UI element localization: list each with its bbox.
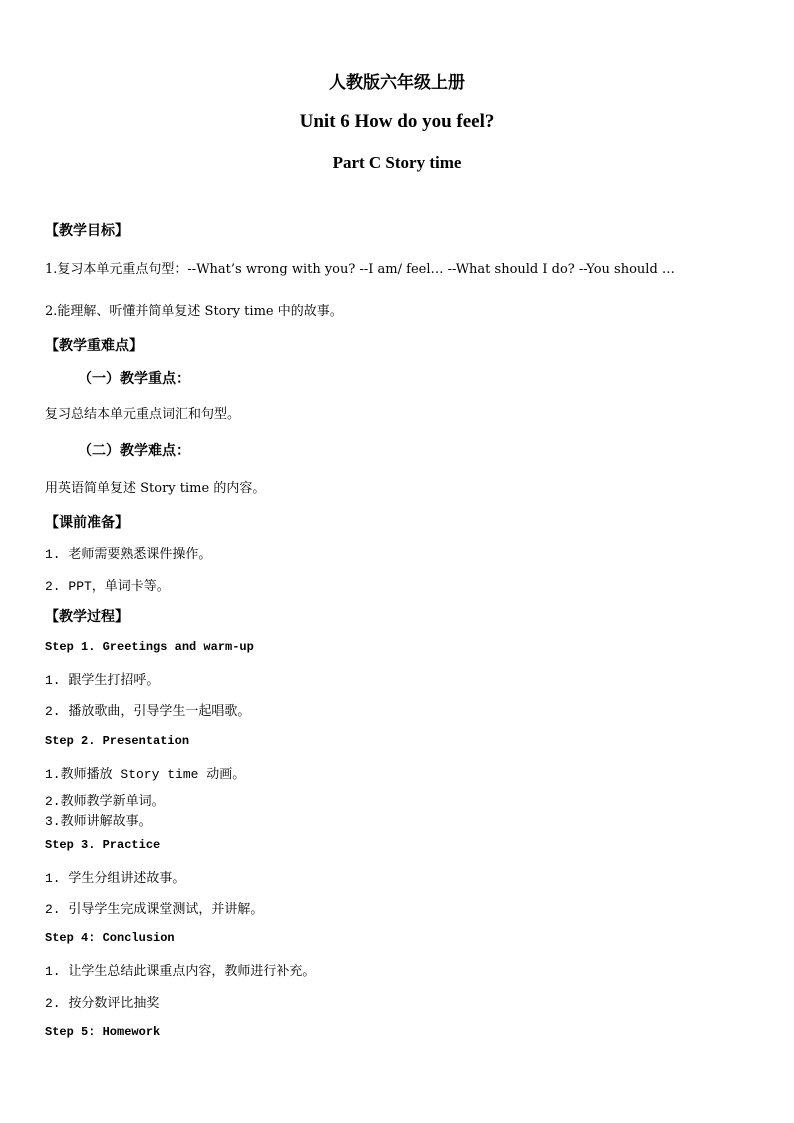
step-2-item-1: 1.教师播放 Story time 动画。 [45, 767, 246, 782]
step-2-item-3: 3.教师讲解故事。 [45, 814, 152, 829]
step-1-title: Step 1. Greetings and warm-up [45, 640, 254, 654]
preparation-heading: 【课前准备】 [45, 515, 129, 531]
difficulty-subheading: （二）教学难点： [78, 443, 190, 459]
step-4-item-2: 2. 按分数评比抽奖 [45, 996, 160, 1011]
objectives-heading: 【教学目标】 [45, 223, 129, 239]
step-2-title: Step 2. Presentation [45, 734, 190, 748]
key-point-text: 复习总结本单元重点词汇和句型。 [45, 407, 241, 422]
preparation-item-2: 2. PPT，单词卡等。 [45, 579, 170, 594]
step-3-item-2: 2. 引导学生完成课堂测试，并讲解。 [45, 902, 264, 917]
part-title: Part C Story time [332, 153, 462, 172]
difficulty-text: 用英语简单复述 Story time 的内容。 [45, 481, 266, 496]
key-point-subheading: （一）教学重点： [78, 371, 190, 387]
step-4-item-1: 1. 让学生总结此课重点内容，教师进行补充。 [45, 964, 316, 979]
step-4-title: Step 4: Conclusion [45, 931, 175, 945]
unit-title: Unit 6 How do you feel? [299, 111, 495, 132]
objective-item-1: 1.复习本单元重点句型：--What’s wrong with you? --I am/ feel… --What should I do? --You should … [45, 262, 675, 277]
step-1-item-2: 2. 播放歌曲，引导学生一起唱歌。 [45, 704, 251, 719]
process-heading: 【教学过程】 [45, 609, 129, 625]
step-1-item-1: 1. 跟学生打招呼。 [45, 673, 160, 688]
step-3-item-1: 1. 学生分组讲述故事。 [45, 871, 186, 886]
objective-item-2: 2.能理解、听懂并简单复述 Story time 中的故事。 [45, 304, 343, 319]
preparation-item-1: 1. 老师需要熟悉课件操作。 [45, 547, 212, 562]
document-title: 人教版六年级上册 [329, 73, 465, 93]
step-2-item-2: 2.教师教学新单词。 [45, 794, 165, 809]
key-points-heading: 【教学重难点】 [45, 338, 143, 354]
step-5-title: Step 5: Homework [45, 1025, 161, 1039]
step-3-title: Step 3. Practice [45, 838, 161, 852]
